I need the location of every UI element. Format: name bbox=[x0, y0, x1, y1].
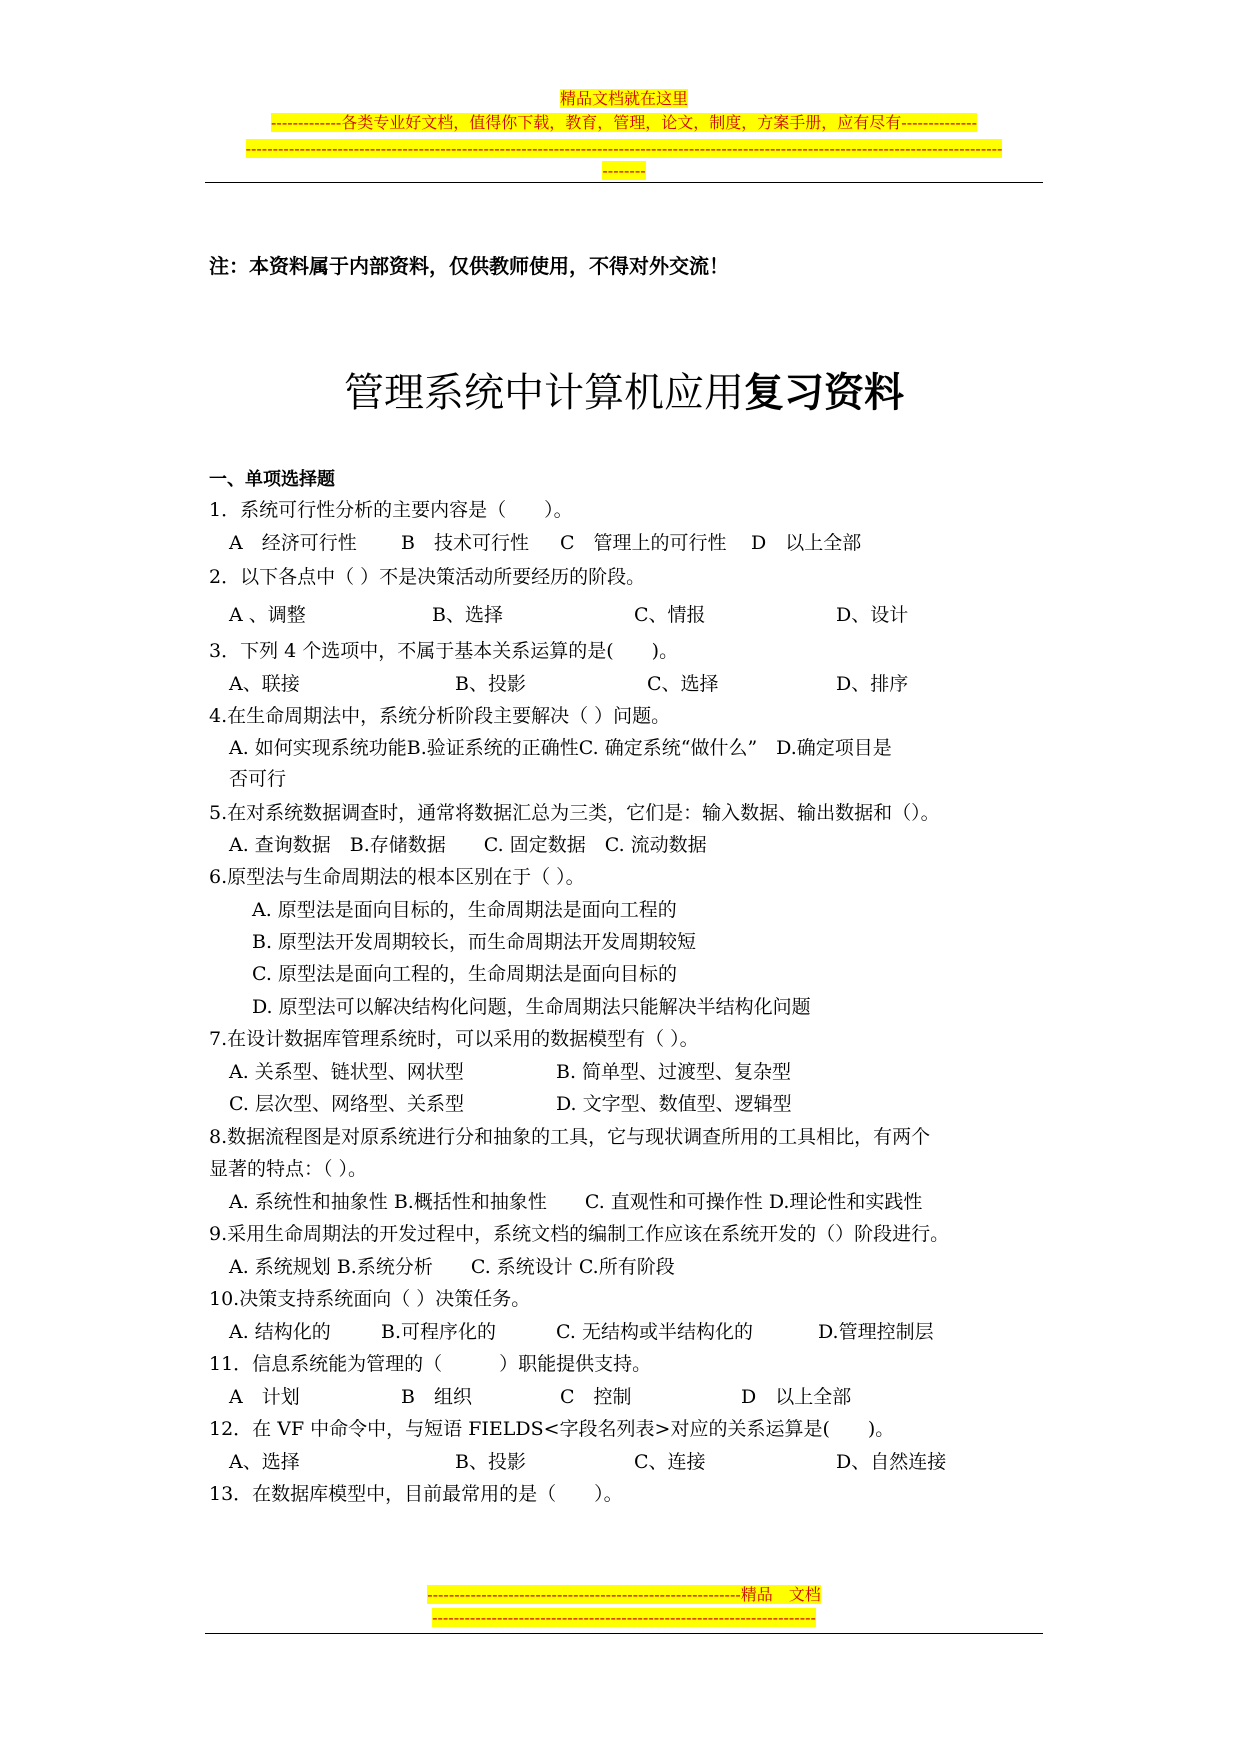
q10-option-c: C. 无结构或半结构化的 bbox=[556, 1321, 753, 1343]
q3-option-c: C、选择 bbox=[647, 673, 719, 695]
q12-option-b: B、投影 bbox=[455, 1451, 526, 1473]
q3-option-a: A、联接 bbox=[229, 673, 300, 695]
q3-option-b: B、投影 bbox=[455, 673, 526, 695]
q4-options: A. 如何实现系统功能B.验证系统的正确性C. 确定系统“做什么” D.确定项目是 bbox=[229, 737, 892, 759]
q10-option-b: B.可程序化的 bbox=[381, 1321, 497, 1343]
q3-option-d: D、排序 bbox=[836, 673, 909, 695]
header-line-4: -------- bbox=[602, 161, 646, 180]
q2-option-c: C、情报 bbox=[634, 604, 706, 626]
title-bold: 复习资料 bbox=[744, 369, 904, 416]
q7-option-c: C. 层次型、网络型、关系型 bbox=[229, 1093, 464, 1115]
question-1: 1．系统可行性分析的主要内容是（ ）。 bbox=[209, 499, 573, 521]
q7-option-a: A. 关系型、链状型、网状型 bbox=[229, 1061, 464, 1083]
q11-option-b: B 组织 bbox=[401, 1386, 472, 1408]
q9-options: A. 系统规划 B.系统分析 C. 系统设计 C.所有阶段 bbox=[229, 1256, 675, 1278]
section-heading: 一、单项选择题 bbox=[209, 469, 335, 490]
q11-option-d: D 以上全部 bbox=[741, 1386, 852, 1408]
footer-line-2: ----------------------------------------------------------------------- bbox=[432, 1608, 816, 1627]
q1-option-c: C 管理上的可行性 bbox=[560, 532, 727, 554]
q10-option-a: A. 结构化的 bbox=[229, 1321, 331, 1343]
question-4: 4.在生命周期法中，系统分析阶段主要解决（ ）问题。 bbox=[209, 705, 671, 727]
q4-options-cont: 否可行 bbox=[229, 768, 287, 790]
question-8: 8.数据流程图是对原系统进行分和抽象的工具，它与现状调查所用的工具相比，有两个 bbox=[209, 1126, 931, 1148]
q11-option-a: A 计划 bbox=[229, 1386, 300, 1408]
q6-option-c: C. 原型法是面向工程的，生命周期法是面向目标的 bbox=[252, 963, 677, 985]
question-5: 5.在对系统数据调查时，通常将数据汇总为三类，它们是：输入数据、输出数据和（）。 bbox=[209, 802, 940, 824]
question-11: 11．信息系统能为管理的（ ）职能提供支持。 bbox=[209, 1353, 652, 1375]
q11-option-c: C 控制 bbox=[560, 1386, 632, 1408]
q12-option-c: C、连接 bbox=[634, 1451, 706, 1473]
title-normal: 管理系统中计算机应用 bbox=[344, 370, 744, 416]
q1-option-a: A 经济可行性 bbox=[229, 532, 357, 554]
footer-line-1: ----------------------------------------------------------精品 文档 bbox=[427, 1585, 821, 1604]
q6-option-d: D. 原型法可以解决结构化问题，生命周期法只能解决半结构化问题 bbox=[252, 996, 811, 1018]
q2-option-b: B、选择 bbox=[432, 604, 503, 626]
q2-option-a: A 、调整 bbox=[229, 604, 306, 626]
question-3: 3．下列 4 个选项中，不属于基本关系运算的是( )。 bbox=[209, 640, 679, 662]
page-title bbox=[205, 365, 1043, 421]
confidential-note: 注：本资料属于内部资料，仅供教师使用，不得对外交流！ bbox=[209, 254, 729, 278]
q10-option-d: D.管理控制层 bbox=[818, 1321, 934, 1343]
q1-option-d: D 以上全部 bbox=[751, 532, 862, 554]
header-rule bbox=[205, 182, 1043, 183]
header-line-3: -------------------------------------------------------------------------------------------------------------------------------------------- bbox=[245, 139, 1003, 158]
q7-option-d: D. 文字型、数值型、逻辑型 bbox=[556, 1093, 792, 1115]
q6-option-b: B. 原型法开发周期较长，而生命周期法开发周期较短 bbox=[252, 931, 697, 953]
question-12: 12．在 VF 中命令中，与短语 FIELDS<字段名列表>对应的关系运算是( )。 bbox=[209, 1418, 895, 1440]
question-6: 6.原型法与生命周期法的根本区别在于（ ）。 bbox=[209, 866, 585, 888]
footer-rule bbox=[205, 1633, 1043, 1634]
question-8-cont: 显著的特点：（ ）。 bbox=[209, 1158, 368, 1180]
question-2: 2．以下各点中（ ）不是决策活动所要经历的阶段。 bbox=[209, 566, 646, 588]
q7-option-b: B. 简单型、过渡型、复杂型 bbox=[556, 1061, 792, 1083]
question-9: 9.采用生命周期法的开发过程中，系统文档的编制工作应该在系统开发的（）阶段进行。 bbox=[209, 1223, 950, 1245]
header-line-1: 精品文档就在这里 bbox=[559, 89, 688, 108]
q12-option-d: D、自然连接 bbox=[836, 1451, 947, 1473]
header-line-2: -------------各类专业好文档，值得你下载，教育，管理，论文，制度，方案手册，应有尽有-------------- bbox=[271, 113, 977, 132]
q2-option-d: D、设计 bbox=[836, 604, 909, 626]
q1-option-b: B 技术可行性 bbox=[401, 532, 529, 554]
question-10: 10.决策支持系统面向（ ）决策任务。 bbox=[209, 1288, 531, 1310]
q8-options: A. 系统性和抽象性 B.概括性和抽象性 C. 直观性和可操作性 D.理论性和实践性 bbox=[229, 1191, 923, 1213]
q6-option-a: A. 原型法是面向目标的，生命周期法是面向工程的 bbox=[252, 899, 677, 921]
question-7: 7.在设计数据库管理系统时，可以采用的数据模型有（ ）。 bbox=[209, 1028, 699, 1050]
q12-option-a: A、选择 bbox=[229, 1451, 300, 1473]
q5-options: A. 查询数据 B.存储数据 C. 固定数据 C. 流动数据 bbox=[229, 834, 707, 856]
question-13: 13．在数据库模型中，目前最常用的是（ ）。 bbox=[209, 1483, 623, 1505]
